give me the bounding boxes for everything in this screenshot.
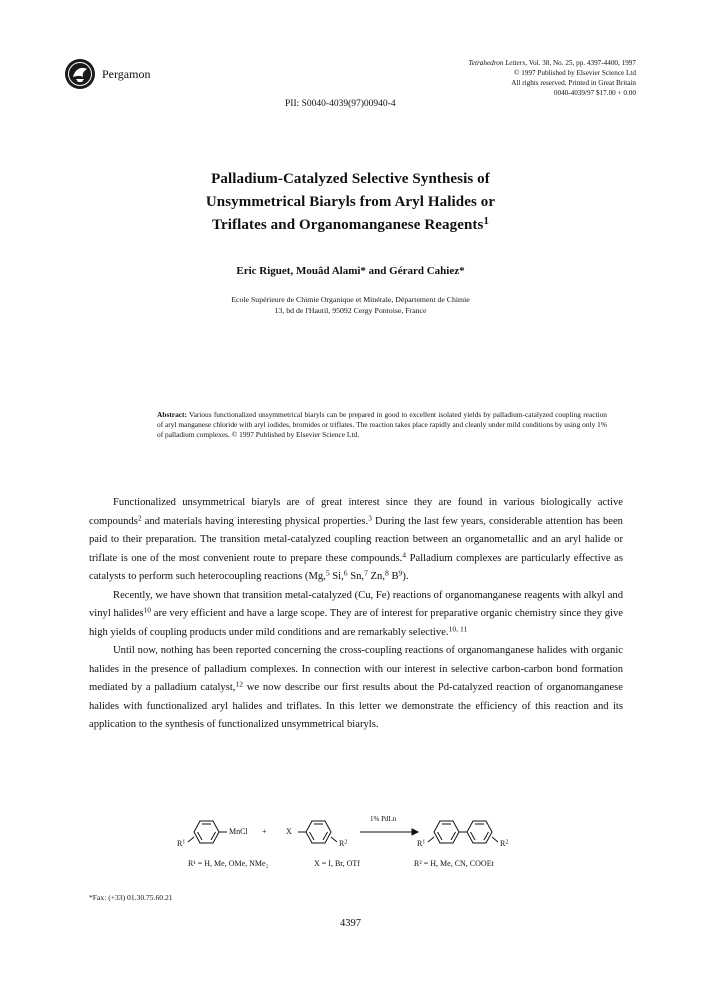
r1-letter-product: R bbox=[417, 839, 423, 848]
affiliation-line-1: Ecole Supérieure de Chimie Organique et Minérale, Département de Chimie bbox=[231, 295, 470, 304]
body-text-run: Recently, we have shown that transition metal-catalyzed (Cu, Fe) reactions of organomanganese reagents with alkyl and vinyl halides bbox=[89, 589, 623, 619]
reference-superscript: 4 bbox=[402, 550, 407, 560]
body-text-run: Palladium complexes are particularly effective as catalysts to perform such heterocoupling reactions (Mg, bbox=[89, 552, 623, 582]
reaction-structures bbox=[170, 812, 550, 852]
reaction-scheme bbox=[170, 812, 550, 872]
body-text-run: ). bbox=[402, 571, 409, 582]
title-line-3 bbox=[0, 214, 701, 237]
body-text-run: Functionalized unsymmetrical biaryls are of great interest since they are found in various biologically active compounds bbox=[89, 497, 623, 527]
page-number: 4397 bbox=[340, 918, 361, 929]
title-line-2: Unsymmetrical Biaryls from Aryl Halides or bbox=[205, 194, 496, 210]
r1-superscript-product: 1 bbox=[422, 839, 426, 846]
reference-superscript: 3 bbox=[368, 513, 372, 523]
body-text-run: B bbox=[388, 571, 399, 582]
journal-info bbox=[468, 58, 636, 98]
reaction-arrow bbox=[360, 829, 418, 835]
issn-line: 0040-4039/97 $17.00 + 0.00 bbox=[553, 89, 636, 97]
r1-superscript: 1 bbox=[182, 839, 186, 846]
publisher-name: Pergamon bbox=[102, 67, 151, 81]
abstract bbox=[157, 410, 607, 441]
rights-line: All rights reserved. Printed in Great Britain bbox=[511, 79, 636, 87]
catalyst-label: 1% PdLn bbox=[370, 815, 397, 823]
benzene-ring-aryl-halide bbox=[298, 821, 337, 843]
reference-superscript: 6 bbox=[343, 568, 348, 578]
r2-superscript-product: 2 bbox=[505, 839, 509, 846]
reference-superscript: 12 bbox=[235, 679, 244, 689]
footnote: *Fax: (+33) 01.30.75.60.21 bbox=[89, 893, 173, 902]
article-title bbox=[0, 168, 701, 237]
reference-superscript: 7 bbox=[364, 568, 368, 578]
r1-definition: R¹ = H, Me, OMe, NMe₂ bbox=[188, 859, 269, 868]
journal-citation-line bbox=[468, 58, 636, 68]
title-footnote-ref: 1 bbox=[483, 215, 489, 228]
abstract-label: Abstract: bbox=[157, 410, 187, 419]
paragraph-2 bbox=[89, 587, 623, 643]
journal-name: Tetrahedron Letters bbox=[468, 59, 526, 67]
copyright-line: © 1997 Published by Elsevier Science Ltd bbox=[513, 69, 636, 77]
r2-label-reactant bbox=[339, 839, 347, 848]
r1-label-product bbox=[417, 839, 425, 848]
benzene-ring-arylmanganese bbox=[188, 821, 227, 843]
r2-definition: R² = H, Me, CN, COOEt bbox=[414, 859, 494, 868]
reference-superscript: 10, 11 bbox=[448, 624, 468, 634]
body-text-run: Sn, bbox=[347, 571, 365, 582]
biaryl-product bbox=[428, 821, 498, 843]
reference-superscript: 2 bbox=[137, 513, 142, 523]
reference-superscript: 5 bbox=[325, 568, 330, 578]
body-text bbox=[89, 494, 623, 735]
abstract-text: Various functionalized unsymmetrical biaryls can be prepared in good to excellent isolated yields by palladium-catalyzed coupling reaction of aryl manganese chloride with aryl iodides, bromides or triflates. The reaction takes place rapidly and cleanly under mild conditions by using only 1% of palladium complexes. © 1997 Published by Elsevier Science Ltd. bbox=[157, 410, 607, 440]
reference-superscript: 10 bbox=[143, 605, 152, 615]
paragraph-3 bbox=[89, 642, 623, 735]
title-line-1: Palladium-Catalyzed Selective Synthesis of bbox=[211, 171, 490, 187]
pergamon-logo bbox=[64, 58, 96, 90]
body-text-run: and materials having interesting physical properties. bbox=[141, 515, 369, 527]
body-text-run: During the last few years, considerable attention has been paid to their preparation. The transition metal-catalyzed coupling reaction between an organometallic and an aryl halide or triflate is one of the most convenient route to prepare these compounds. bbox=[89, 515, 623, 564]
authors: Eric Riguet, Mouâd Alami* and Gérard Cahiez* bbox=[236, 265, 465, 277]
affiliation bbox=[0, 294, 701, 316]
r2-label-product bbox=[500, 839, 508, 848]
r2-letter: R bbox=[339, 839, 345, 848]
body-text-run: Zn, bbox=[367, 571, 385, 582]
r2-letter-product: R bbox=[500, 839, 506, 848]
reference-superscript: 9 bbox=[398, 568, 403, 578]
body-text-run: we now describe our first results about the Pd-catalyzed reaction of organomanganese halides with functionalized aryl halides and triflates. In this letter we demonstrate the efficiency of this reaction and its application to the synthesis of functionalized unsymmetrical biaryls. bbox=[89, 682, 623, 730]
r2-superscript: 2 bbox=[344, 839, 348, 846]
title-line-3-text: Triflates and Organomanganese Reagents bbox=[212, 217, 484, 233]
body-text-run: are very efficient and have a large scope. They are of interest for preparative organic chemistry since they give high yields of coupling products under mild conditions and are remarkably selective. bbox=[89, 608, 623, 638]
reference-superscript: 8 bbox=[384, 568, 389, 578]
affiliation-line-2: 13, bd de l'Hautil, 95092 Cergy Pontoise, France bbox=[274, 306, 427, 315]
body-text-run: Until now, nothing has been reported concerning the cross-coupling reactions of organomanganese halides with organic halides in the presence of palladium complexes. In connection with our interest in selective carbon-carbon bond formation mediated by a palladium catalyst, bbox=[89, 645, 623, 693]
journal-volume: , Vol. 38, No. 25, pp. 4397-4400, 1997 bbox=[525, 59, 636, 67]
x-definition: X = I, Br, OTf bbox=[314, 859, 360, 868]
r1-letter: R bbox=[177, 839, 183, 848]
r1-label-reactant bbox=[177, 839, 185, 848]
pii: PII: S0040-4039(97)00940-4 bbox=[285, 99, 396, 109]
paragraph-1 bbox=[89, 494, 623, 587]
body-text-run: Si, bbox=[329, 571, 344, 582]
plus-sign: + bbox=[262, 827, 267, 836]
mncl-label: MnCl bbox=[229, 827, 248, 836]
leaving-group-label: X bbox=[286, 827, 292, 836]
